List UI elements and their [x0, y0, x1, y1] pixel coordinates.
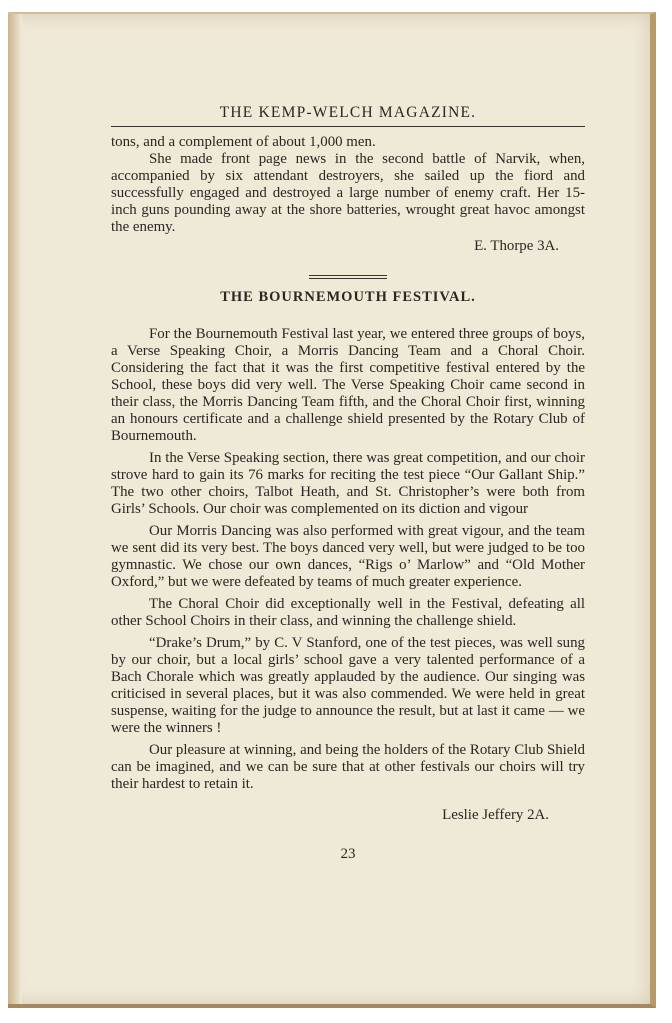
- article-paragraph: In the Verse Speaking section, there was great competition, and our choir strove hard to gain its 76 marks for reciting the test piece “Our Gallant Ship.” The two other choirs, Talbot Heath, and St. Christopher’s were both from Girls’ Schools. Our choir was complemented on its diction and vigour: [111, 450, 585, 517]
- previous-article-paragraph: She made front page news in the second battle of Narvik, when, accompanied by six attendant destroyers, she sailed up the fiord and successfully engaged and destroyed a large number of enemy craft. Her 15-inch guns pounding away at the shore batteries, wrought great havoc amongst the enemy.: [111, 151, 585, 235]
- article-title: THE BOURNEMOUTH FESTIVAL.: [220, 289, 476, 305]
- article-paragraph: The Choral Choir did exceptionally well in the Festival, defeating all other School Choirs in their class, and winning the challenge shield.: [111, 596, 585, 629]
- page-content: [111, 104, 585, 863]
- previous-article-paragraph: tons, and a complement of about 1,000 men.: [111, 134, 376, 150]
- page-number: 23: [340, 846, 356, 862]
- article-paragraph: Our Morris Dancing was also performed with great vigour, and the team we sent did its very best. The boys danced very well, but were judged to be too gymnastic. We chose our own dances, “Rigs o’ Marlow” and “Old Mother Oxford,” but we were defeated by teams of much greater experience.: [111, 523, 585, 590]
- running-head: THE KEMP-WELCH MAGAZINE.: [111, 104, 585, 127]
- article-paragraph: “Drake’s Drum,” by C. V Stanford, one of the test pieces, was well sung by our choir, but a local girls’ school gave a very talented performance of a Bach Chorale which was greatly applauded by the audience. Our singing was criticised in several places, but it was also commended. We were held in great suspense, waiting for the judge to announce the result, but at last it came — we were the winners !: [111, 635, 585, 736]
- article-author: Leslie Jeffery 2A.: [442, 807, 549, 823]
- article-paragraph: Our pleasure at winning, and being the holders of the Rotary Club Shield can be imagined, and we can be sure that at other festivals our choirs will try their hardest to retain it.: [111, 742, 585, 792]
- previous-article-author: E. Thorpe 3A.: [474, 238, 559, 254]
- article-paragraph: For the Bournemouth Festival last year, we entered three groups of boys, a Verse Speaking Choir, a Morris Dancing Team and a Choral Choir. Considering the fact that it was the first competitive festival entered by the School, these boys did very well. The Verse Speaking Choir came second in their class, the Morris Dancing Team fifth, and the Choral Choir first, winning an honours certificate and a challenge shield presented by the Rotary Club of Bournemouth.: [111, 326, 585, 444]
- magazine-page: [8, 12, 656, 1008]
- section-divider: [309, 275, 387, 279]
- page-gutter: [8, 14, 22, 1004]
